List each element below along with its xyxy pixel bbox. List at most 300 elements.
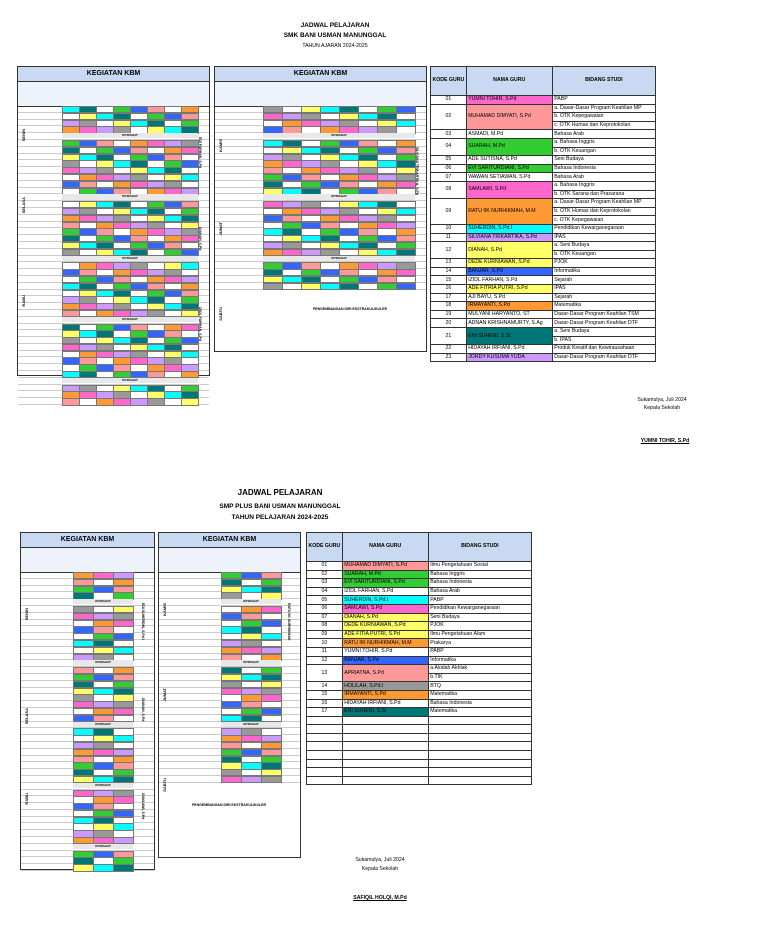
schedule-row — [21, 681, 154, 688]
schedule-cell — [96, 398, 114, 405]
teacher-subject: Sejarah — [552, 276, 655, 285]
schedule-cell — [358, 283, 378, 290]
schedule-cell — [396, 283, 416, 290]
smk-kbm-left — [17, 66, 210, 382]
day-label: JUMAT — [162, 688, 167, 702]
schedule-row — [21, 640, 154, 647]
teacher-subject: Matematika — [552, 302, 655, 311]
teacher-name: DIANAH, S.Pd — [466, 242, 552, 259]
day-label: SABTU — [218, 307, 223, 321]
schedule-row — [21, 722, 154, 729]
schedule-row — [18, 276, 209, 283]
schedule-row — [215, 276, 426, 283]
schedule-row — [215, 269, 426, 276]
schedule-row — [159, 701, 300, 708]
break-row: ISTIRAHAT — [73, 599, 133, 604]
schedule-row — [21, 769, 154, 776]
teacher-subject: IPAS — [552, 233, 655, 242]
schedule-row — [18, 160, 209, 167]
teacher-name: SUHERDIN, S.Pd.I — [466, 224, 552, 233]
break-row: ISTIRAHAT — [263, 133, 415, 138]
schedule-row — [21, 694, 154, 701]
teacher-name: SAMLAWI, S.Pd — [466, 181, 552, 198]
schedule-row — [18, 385, 209, 392]
teacher-row — [431, 285, 656, 294]
teacher-name: RATU IIK NURHIKMAH, M.M — [466, 199, 552, 225]
teacher-subject: c. OTK Humas dan Keprotokolan — [552, 121, 655, 130]
schedule-row — [215, 208, 426, 215]
teacher-subject: b. OTK Keuangan — [552, 250, 655, 259]
smk-kbm-right — [214, 66, 427, 352]
schedule-row — [18, 378, 209, 385]
schedule-cell — [261, 776, 282, 783]
teacher-code: 14 — [307, 682, 343, 691]
teacher-name: DIANAH, S.Pd — [342, 613, 428, 622]
schedule-row — [18, 262, 209, 269]
schedule-row — [18, 188, 209, 195]
schedule-row — [21, 796, 154, 803]
teacher-code: 09 — [431, 199, 467, 225]
teacher-row — [307, 562, 532, 571]
break-row: ISTIRAHAT — [62, 256, 198, 261]
teacher-subject: IPAS — [552, 285, 655, 294]
teacher-code: 13 — [431, 259, 467, 268]
teacher-code: 18 — [431, 302, 467, 311]
teacher-subject: Bahasa Indonesia — [428, 579, 531, 588]
teacher-subject: a. Dasar-Dasar Program Keahlian MP — [552, 104, 655, 113]
teacher-code: 07 — [307, 613, 343, 622]
teacher-row — [307, 665, 532, 674]
schedule-row — [18, 126, 209, 133]
schedule-row — [18, 303, 209, 310]
teacher-row — [431, 345, 656, 354]
teacher-row — [431, 130, 656, 139]
schedule-row — [21, 613, 154, 620]
schedule-row — [159, 633, 300, 640]
teacher-subject: PJOK — [552, 259, 655, 268]
schedule-cell — [282, 283, 302, 290]
smp-principal: SAFIQIL HOLQI, M.Pd — [353, 895, 407, 901]
teacher-name: IRMAYANTI, S.Pd — [466, 302, 552, 311]
schedule-row — [159, 742, 300, 749]
day-label: SELASA — [24, 708, 29, 725]
teacher-name: ASMADI, M.Pd — [466, 130, 552, 139]
empty-row — [307, 759, 532, 768]
break-row: ISTIRAHAT — [62, 194, 198, 199]
teacher-code: 03 — [431, 130, 467, 139]
schedule-cell — [339, 283, 359, 290]
schedule-row — [21, 647, 154, 654]
teacher-code: 11 — [307, 647, 343, 656]
teacher-code: 06 — [431, 164, 467, 173]
schedule-row — [159, 715, 300, 722]
schedule-row — [18, 154, 209, 161]
schedule-row — [21, 592, 154, 599]
teacher-name: DEDE KURNIAWAN, S.Pd — [466, 259, 552, 268]
schedule-row — [215, 133, 426, 140]
teacher-name: BANJAR, S.Pd — [466, 267, 552, 276]
empty-row — [307, 776, 532, 785]
schedule-row — [18, 330, 209, 337]
schedule-row — [18, 215, 209, 222]
teacher-code: 07 — [431, 173, 467, 182]
schedule-row — [215, 140, 426, 147]
schedule-row — [18, 337, 209, 344]
schedule-row — [21, 728, 154, 735]
schedule-row — [18, 167, 209, 174]
teacher-name: ENI SUHENI, S.Si — [466, 328, 552, 345]
teacher-code: 15 — [431, 276, 467, 285]
teacher-row — [307, 708, 532, 717]
schedule-row — [159, 606, 300, 613]
schedule-row — [18, 310, 209, 317]
schedule-row — [21, 742, 154, 749]
teacher-name: SUARAH, M.Pd — [342, 570, 428, 579]
teacher-subject: Dasar-Dasar Program Keahlian TSM — [552, 310, 655, 319]
smk-year: TAHUN AJARAN 2024-2025 — [302, 43, 368, 49]
teacher-row — [307, 596, 532, 605]
schedule-cell — [377, 283, 397, 290]
schedule-row — [18, 228, 209, 235]
schedule-cell — [263, 283, 283, 290]
teacher-subject: Bahasa Indonesia — [428, 699, 531, 708]
schedule-row — [18, 194, 209, 201]
empty-row — [307, 768, 532, 777]
teacher-name: WAWAN SETIAWAN, S.Pd — [466, 173, 552, 182]
teacher-code: 05 — [431, 156, 467, 165]
schedule-row — [18, 364, 209, 371]
teacher-code: 10 — [431, 224, 467, 233]
schedule-row — [21, 674, 154, 681]
kbm-title: KEGIATAN KBM — [18, 67, 209, 82]
teacher-code: 01 — [431, 96, 467, 105]
teacher-code: 03 — [307, 579, 343, 588]
teacher-row — [431, 173, 656, 182]
teacher-code: 23 — [431, 353, 467, 362]
schedule-row — [18, 120, 209, 127]
teacher-subject: a. Bahasa Inggris — [552, 181, 655, 190]
teacher-subject: a. Seni Budaya — [552, 328, 655, 337]
empty-row — [307, 716, 532, 725]
teacher-subject: Seni Budaya — [428, 613, 531, 622]
nama-header: NAMA GURU — [342, 533, 428, 562]
teacher-name: EVI SARITURDIANI, S.Pd — [342, 579, 428, 588]
schedule-row — [21, 823, 154, 830]
schedule-row — [18, 181, 209, 188]
schedule-row — [159, 694, 300, 701]
schedule-row — [159, 647, 300, 654]
break-row: ISTIRAHAT — [73, 783, 133, 788]
schedule-row — [21, 660, 154, 667]
teacher-subject: b.TIK — [428, 673, 531, 682]
teacher-subject: Ilmu Pengetahuan Alam — [428, 630, 531, 639]
pengembangan-label: PENGEMBANGAN DIRI EKSTRAKULIKULER — [191, 803, 267, 807]
teacher-name: HIDAYAH IRFIANI, S.Pd — [342, 699, 428, 708]
schedule-row — [18, 222, 209, 229]
teacher-row — [307, 622, 532, 631]
break-row: ISTIRAHAT — [221, 660, 281, 665]
break-row: ISTIRAHAT — [263, 194, 415, 199]
teacher-row — [431, 310, 656, 319]
day-label: KAMIS — [162, 603, 167, 616]
teacher-subject: Prakarya — [428, 639, 531, 648]
schedule-row — [159, 728, 300, 735]
break-row: ISTIRAHAT — [73, 660, 133, 665]
schedule-row — [215, 174, 426, 181]
schedule-cell — [79, 398, 97, 405]
schedule-row — [215, 147, 426, 154]
schedule-cell — [113, 398, 131, 405]
schedule-row — [18, 201, 209, 208]
teacher-subject: Bahasa Arab — [552, 130, 655, 139]
wali-label: SILVIANA TRIKARTIKA, S.Pd — [415, 147, 419, 196]
schedule-row — [18, 256, 209, 263]
teacher-code: 14 — [431, 267, 467, 276]
smp-left-rows — [21, 572, 154, 871]
teacher-code: 05 — [307, 596, 343, 605]
teacher-name: ADE FITIA PUTRI, S.Pd — [342, 630, 428, 639]
smp-position: Kepala Sekolah — [361, 866, 399, 872]
smk-principal: YUMNI TOHIR, S.Pd — [640, 438, 690, 444]
schedule-row — [215, 113, 426, 120]
schedule-cell — [301, 283, 321, 290]
schedule-row — [159, 654, 300, 661]
teacher-row — [431, 104, 656, 113]
break-row: ISTIRAHAT — [221, 599, 281, 604]
teacher-row — [431, 353, 656, 362]
schedule-row — [159, 640, 300, 647]
teacher-row — [307, 579, 532, 588]
teacher-subject: Bahasa Arab — [428, 587, 531, 596]
teacher-row — [431, 302, 656, 311]
schedule-row — [21, 667, 154, 674]
smp-teacher-table — [306, 532, 532, 785]
bidang-header: BIDANG STUDI — [552, 67, 655, 96]
schedule-row — [21, 810, 154, 817]
schedule-cell — [113, 864, 134, 871]
teacher-code: 20 — [431, 319, 467, 328]
smp-year: TAHUN PELAJARAN 2024-2025 — [231, 514, 329, 521]
day-label: KAMIS — [218, 139, 223, 152]
teacher-row — [307, 639, 532, 648]
schedule-row — [159, 681, 300, 688]
wali-label: EDI SUHERDIN, S.Pd.I — [141, 603, 145, 640]
teacher-row — [431, 328, 656, 337]
schedule-row — [18, 208, 209, 215]
schedule-row — [18, 249, 209, 256]
smp-kbm-left — [20, 532, 155, 870]
teacher-subject: PABP — [428, 596, 531, 605]
teacher-subject: a.Akidah Akhlak — [428, 665, 531, 674]
empty-row — [307, 725, 532, 734]
smp-school: SMP PLUS BANI USMAN MANUNGGAL — [219, 503, 341, 510]
teacher-code: 19 — [431, 310, 467, 319]
teacher-row — [431, 96, 656, 105]
schedule-cell — [181, 398, 199, 405]
wali-label: DIANAH, S.Pd — [141, 698, 145, 722]
teacher-code: 02 — [431, 104, 467, 130]
teacher-name: JORDY KUSUMA YUDA — [466, 353, 552, 362]
teacher-subject: Bahasa Inggris — [428, 570, 531, 579]
break-row: ISTIRAHAT — [73, 844, 133, 849]
schedule-cell — [130, 398, 148, 405]
schedule-row — [159, 579, 300, 586]
nama-header: NAMA GURU — [466, 67, 552, 96]
teacher-name: BANJAR, S.Pd — [342, 656, 428, 665]
teacher-row — [431, 293, 656, 302]
teacher-row — [431, 319, 656, 328]
teacher-code: 08 — [431, 181, 467, 198]
schedule-row — [21, 837, 154, 844]
teacher-row — [431, 259, 656, 268]
wali-label: RATU IIK NURHIKMAH — [287, 603, 291, 641]
teacher-subject: Dasar-Dasar Program Keahlian DTF — [552, 319, 655, 328]
teacher-row — [307, 613, 532, 622]
smk-right-rows — [215, 106, 426, 290]
schedule-row — [159, 592, 300, 599]
teacher-subject: Dasar-Dasar Program Keahlian DTF — [552, 353, 655, 362]
schedule-row — [159, 722, 300, 729]
teacher-code: 15 — [307, 690, 343, 699]
schedule-row — [215, 228, 426, 235]
teacher-subject: b. OTK Sarana dan Prasarana — [552, 190, 655, 199]
schedule-cell — [164, 398, 182, 405]
schedule-row — [159, 756, 300, 763]
schedule-row — [215, 154, 426, 161]
teacher-code: 08 — [307, 622, 343, 631]
schedule-row — [159, 688, 300, 695]
empty-row — [307, 751, 532, 760]
break-row: ISTIRAHAT — [62, 133, 198, 138]
schedule-row — [159, 776, 300, 783]
schedule-row — [18, 269, 209, 276]
schedule-row — [21, 817, 154, 824]
teacher-subject: b. IPAS — [552, 336, 655, 345]
schedule-row — [21, 626, 154, 633]
teacher-name: ADE FITRIA PUTRI, S.Pd — [466, 285, 552, 294]
teacher-code: 13 — [307, 665, 343, 682]
wali-label: DIANAH, S.Pd — [198, 227, 202, 251]
smk-place-date: Sukamulya, Juli 2024 — [637, 397, 687, 403]
teacher-row — [431, 267, 656, 276]
teacher-name: ADNAN KRISHNAMURTY, S.Ag — [466, 319, 552, 328]
schedule-row — [21, 851, 154, 858]
teacher-code: 16 — [307, 699, 343, 708]
teacher-name: AJI BAYU, S.Pd — [466, 293, 552, 302]
schedule-row — [18, 133, 209, 140]
teacher-code: 04 — [431, 138, 467, 155]
smk-school: SMK BANI USMAN MANUNGGAL — [283, 32, 387, 39]
schedule-row — [215, 106, 426, 113]
teacher-subject: Informatika — [428, 656, 531, 665]
schedule-cell — [147, 398, 165, 405]
kode-header: KODE GURU — [307, 533, 343, 562]
teacher-code: 02 — [307, 570, 343, 579]
teacher-name: YUMNI TOHIR, S.Pd — [466, 96, 552, 105]
teacher-row — [431, 138, 656, 147]
teacher-row — [431, 181, 656, 190]
schedule-row — [21, 579, 154, 586]
schedule-row — [18, 290, 209, 297]
teacher-name: IRMAYANTI, S.Pd — [342, 690, 428, 699]
teacher-subject: Sejarah — [552, 293, 655, 302]
schedule-row — [159, 626, 300, 633]
teacher-row — [307, 656, 532, 665]
teacher-name: ENI SUHENI, S.Si — [342, 708, 428, 717]
schedule-cell — [221, 776, 242, 783]
teacher-row — [431, 199, 656, 208]
schedule-row — [21, 708, 154, 715]
teacher-subject: Matematika — [428, 690, 531, 699]
schedule-row — [159, 572, 300, 579]
day-label: RABU — [21, 295, 26, 307]
schedule-row — [215, 242, 426, 249]
teacher-name: SILVIANA TRIKARTIKA, S.Pd — [466, 233, 552, 242]
schedule-row — [18, 324, 209, 331]
schedule-row — [21, 857, 154, 864]
teacher-row — [307, 587, 532, 596]
empty-row — [307, 733, 532, 742]
teacher-name: MUHAMAD DIMYATI, S.Pd — [466, 104, 552, 130]
schedule-row — [215, 160, 426, 167]
smp-right-rows — [159, 572, 300, 783]
teacher-subject: Ilmu Pengetahuan Sosial — [428, 562, 531, 571]
teacher-code: 11 — [431, 233, 467, 242]
schedule-row — [18, 174, 209, 181]
kbm-column-header — [18, 82, 209, 107]
kbm-column-header — [215, 82, 426, 107]
schedule-row — [21, 790, 154, 797]
teacher-name: IZIDL FARHAN, S.Pd — [466, 276, 552, 285]
teacher-subject: a. Dasar-Dasar Program Keahlian MP — [552, 199, 655, 208]
schedule-row — [21, 830, 154, 837]
schedule-cell — [73, 864, 94, 871]
schedule-row — [159, 620, 300, 627]
empty-row — [307, 742, 532, 751]
schedule-row — [215, 201, 426, 208]
schedule-row — [215, 235, 426, 242]
schedule-row — [159, 660, 300, 667]
teacher-code: 17 — [431, 293, 467, 302]
day-label: SENIN — [24, 608, 29, 621]
smk-title: JADWAL PELAJARAN — [300, 22, 370, 29]
kode-header: KODE GURU — [431, 67, 467, 96]
schedule-row — [21, 749, 154, 756]
schedule-row — [159, 613, 300, 620]
schedule-row — [21, 803, 154, 810]
schedule-row — [21, 715, 154, 722]
schedule-cell — [62, 398, 80, 405]
schedule-cell — [241, 776, 262, 783]
smk-teacher-table — [430, 66, 656, 362]
schedule-row — [18, 242, 209, 249]
teacher-subject: BTQ — [428, 682, 531, 691]
schedule-row — [21, 688, 154, 695]
schedule-row — [159, 749, 300, 756]
teacher-subject: c. OTK Kepegawaian — [552, 216, 655, 225]
schedule-row — [21, 762, 154, 769]
teacher-subject: a. Bahasa Inggris — [552, 138, 655, 147]
kbm-title: KEGIATAN KBM — [215, 67, 426, 82]
teacher-name: MUHAMAD DIMYATI, S.Pd — [342, 562, 428, 571]
teacher-subject: a. Seni Budaya — [552, 242, 655, 251]
schedule-row — [21, 783, 154, 790]
schedule-row — [18, 357, 209, 364]
schedule-row — [215, 249, 426, 256]
wali-label: SAMLAWI, S.Pd — [141, 793, 145, 820]
teacher-subject: b. OTK Humas dan Keprotokolan — [552, 207, 655, 216]
schedule-row — [18, 106, 209, 113]
